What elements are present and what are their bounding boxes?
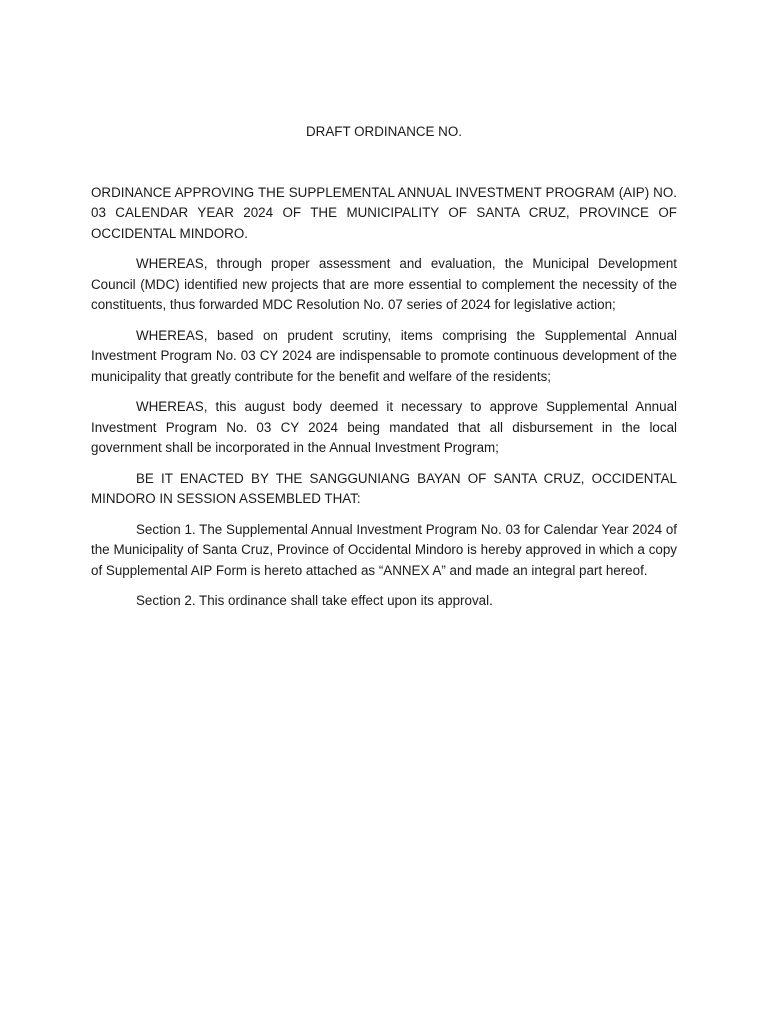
document-body (91, 122, 677, 622)
whereas-clause-1: WHEREAS, through proper assessment and evaluation, the Municipal Development Council (MDC) identified new projects that are more essential to complement the necessity of the constituents, thus forwarded MDC Resolution No. 07 series of 2024 for legislative action; (91, 256, 677, 312)
whereas-clause-2: WHEREAS, based on prudent scrutiny, items comprising the Supplemental Annual Investment Program No. 03 CY 2024 are indispensable to promote continuous development of the municipality that greatly contribute for the benefit and welfare of the residents; (91, 327, 677, 384)
whereas-clause-3: WHEREAS, this august body deemed it necessary to approve Supplemental Annual Investment Program No. 03 CY 2024 being mandated that all disbursement in the local government shall be incorporated in the Annual Investment Program; (91, 399, 677, 455)
section-2: Section 2. This ordinance shall take effect upon its approval. (136, 593, 493, 608)
ordinance-subject: ORDINANCE APPROVING THE SUPPLEMENTAL ANNUAL INVESTMENT PROGRAM (AIP) NO. 03 CALENDAR YEAR 2024 OF THE MUNICIPALITY OF SANTA CRUZ, PROVINCE OF OCCIDENTAL MINDORO. (91, 184, 677, 241)
enacting-clause: BE IT ENACTED BY THE SANGGUNIANG BAYAN OF SANTA CRUZ, OCCIDENTAL MINDORO IN SESSION ASSEMBLED THAT: (91, 470, 677, 506)
document-title: DRAFT ORDINANCE NO. (306, 124, 462, 139)
section-1: Section 1. The Supplemental Annual Investment Program No. 03 for Calendar Year 2024 of the Municipality of Santa Cruz, Province of Occidental Mindoro is hereby approved in which a copy of Supplemental AIP Form is hereto attached as “ANNEX A” and made an integral part hereof. (91, 521, 677, 578)
